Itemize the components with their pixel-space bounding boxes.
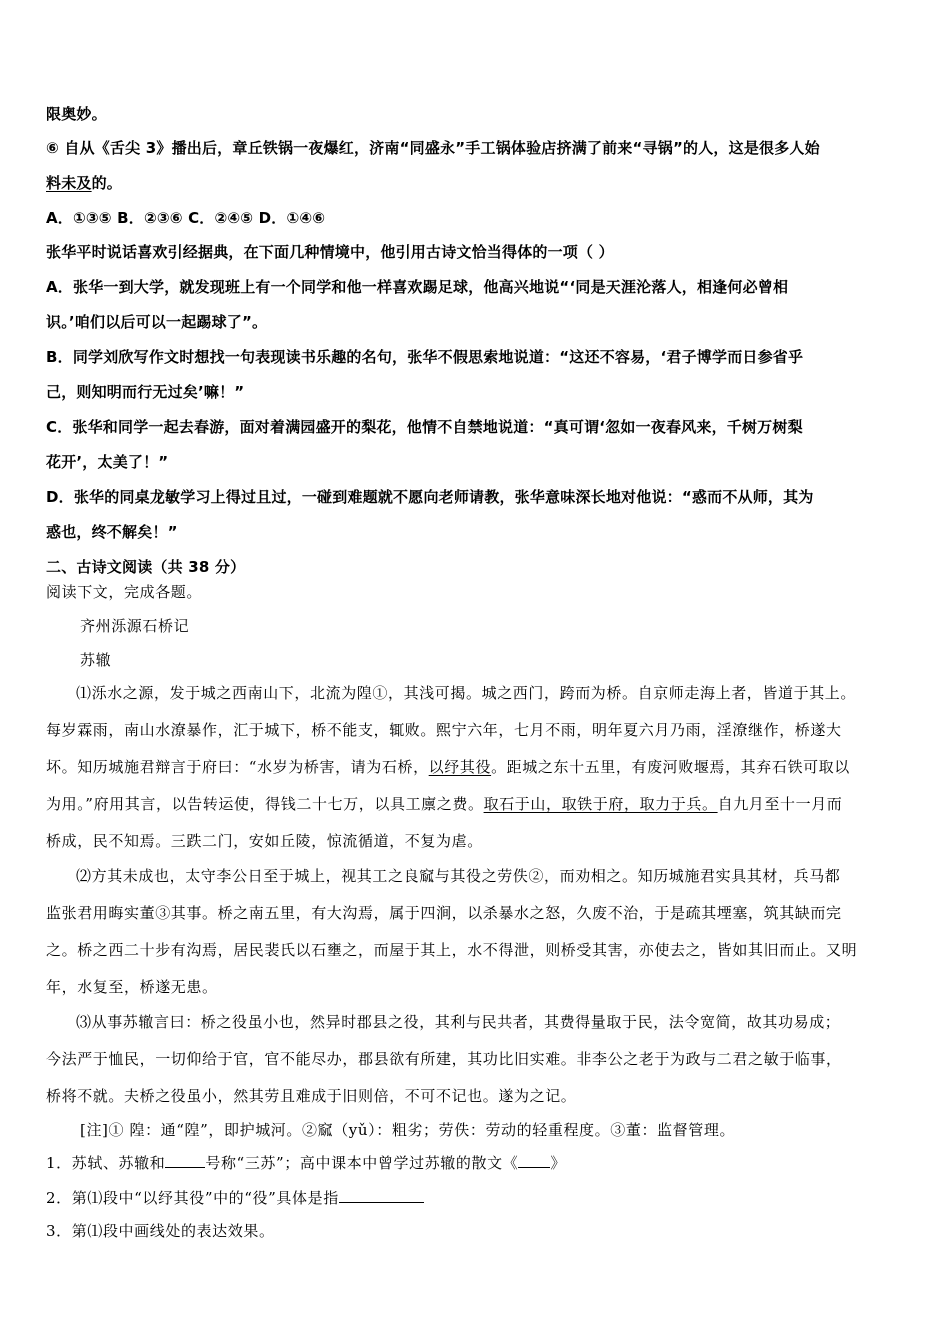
option-c-continued: 花开’，太美了！” [46, 453, 169, 471]
option-d-continued: 惑也，终不解矣！” [46, 523, 178, 541]
question-1 [46, 1152, 566, 1173]
option-b: B．同学刘欣写作文时想找一句表现读书乐趣的名句，张华不假思索地说道：“这还不容易，‘君子博学而日参省乎 [46, 348, 804, 366]
text-segment: 2．第⑴段中“以纾其役”中的“役”具体是指 [46, 1189, 339, 1207]
question-stem: 张华平时说话喜欢引经据典，在下面几种情境中，他引用古诗文恰当得体的一项（ ） [46, 243, 614, 261]
option-a-continued: 识。’咱们以后可以一起踢球了”。 [46, 313, 268, 331]
text-segment: 自九月至十一月而 [717, 795, 843, 813]
paragraph-1-line: 桥成，民不知焉。三跌二门，安如丘陵，惊流循道，不复为虐。 [46, 832, 483, 850]
text-line: 限奥妙。 [46, 105, 107, 123]
text-line [46, 172, 122, 193]
text-segment: 号称“三苏”；高中课本中曾学过苏辙的散文《 [205, 1154, 519, 1172]
answer-blank[interactable] [339, 1188, 424, 1203]
paragraph-3: ⑶从事苏辙言曰：桥之役虽小也，然异时郡县之役，其利与民共者，其费得量取于民，法令宽简，故其功易成； [76, 1013, 841, 1031]
option-a: A．张华一到大学，就发现班上有一个同学和他一样喜欢踢足球，他高兴地说“‘同是天涯沦落人，相逢何必曾相 [46, 278, 789, 296]
answer-blank[interactable] [165, 1153, 205, 1168]
option-c: C．张华和同学一起去春游，面对着满园盛开的梨花，他情不自禁地说道：“真可谓‘忽如一夜春风来，千树万树梨 [46, 418, 803, 436]
text-line: ⑥ 自从《舌尖 3》播出后，章丘铁锅一夜爆红，济南“同盛永”手工锅体验店挤满了前来“寻锅”的人，这是很多人始 [46, 139, 820, 157]
answer-options: A．①③⑤ B．②③⑥ C．②④⑤ D．①④⑥ [46, 209, 326, 227]
paragraph-1-line: 每岁霖雨，南山水潦暴作，汇于城下，桥不能支，辄败。熙宁六年，七月不雨，明年夏六月乃雨，淫潦继作，桥遂大 [46, 721, 842, 739]
text-segment: 坏。知历城施君辩言于府曰：“水岁为桥害，请为石桥， [46, 758, 429, 776]
paragraph-2-line: 年，水复至，桥遂无患。 [46, 978, 218, 996]
underlined-phrase: 料未及 [46, 174, 92, 192]
paragraph-1-line [46, 756, 850, 777]
text-segment: 1．苏轼、苏辙和 [46, 1154, 166, 1172]
paragraph-2-line: 之。桥之西二十步有沟焉，居民裴氏以石壅之，而屋于其上，水不得泄，则桥受其害，亦使去之，皆如其旧而止。又明 [46, 941, 858, 959]
underlined-phrase: 取石于山，取铁于府，取力于兵。 [483, 795, 718, 813]
paragraph-2-line: 监张君用晦实董③其事。桥之南五里，有大沟焉，属于四涧，以杀暴水之怒，久废不治，于是疏其堙塞，筑其缺而完 [46, 904, 842, 922]
paragraph-2: ⑵方其未成也，太守李公日至于城上，视其工之良窳与其役之劳佚②，而劝相之。知历城施君实具其材，兵马都 [76, 867, 841, 885]
text-segment: 的。 [91, 174, 123, 192]
text-segment: 为用。”府用其言，以告转运使，得钱二十七万，以具工廪之费。 [46, 795, 484, 813]
section-heading: 二、古诗文阅读（共 38 分） [46, 558, 246, 576]
question-3: 3．第⑴段中画线处的表达效果。 [46, 1222, 275, 1240]
question-2 [46, 1187, 424, 1208]
underlined-phrase: 以纾其役 [428, 758, 492, 776]
passage-author: 苏辙 [80, 651, 112, 669]
text-segment: 。距城之东十五里，有废河败堰焉，其弃石铁可取以 [491, 758, 850, 776]
paragraph-1: ⑴泺水之源，发于城之西南山下，北流为隍①，其浅可揭。城之西门，跨而为桥。自京师走海上者，皆道于其上。 [76, 684, 857, 702]
annotation-note: [注]① 隍：通“隍”，即护城河。②窳（yǔ）：粗劣；劳佚：劳动的轻重程度。③董：监督管理。 [80, 1121, 736, 1139]
option-b-continued: 己，则知明而行无过矣’嘛！” [46, 383, 245, 401]
answer-blank[interactable] [518, 1153, 550, 1168]
paragraph-1-line [46, 793, 842, 814]
passage-title: 齐州泺源石桥记 [80, 617, 190, 635]
text-segment: 》 [550, 1154, 566, 1172]
paragraph-3-line: 今法严于恤民，一切仰给于官，官不能尽办，郡县欲有所建，其功比旧实难。非李公之老于为政与二君之敏于临事， [46, 1050, 842, 1068]
paragraph-3-line: 桥将不就。夫桥之役虽小，然其劳且难成于旧则倍，不可不记也。遂为之记。 [46, 1087, 577, 1105]
instruction: 阅读下文，完成各题。 [46, 583, 203, 601]
option-d: D．张华的同桌龙敏学习上得过且过，一碰到难题就不愿向老师请教，张华意味深长地对他说：“惑而不从师，其为 [46, 488, 814, 506]
